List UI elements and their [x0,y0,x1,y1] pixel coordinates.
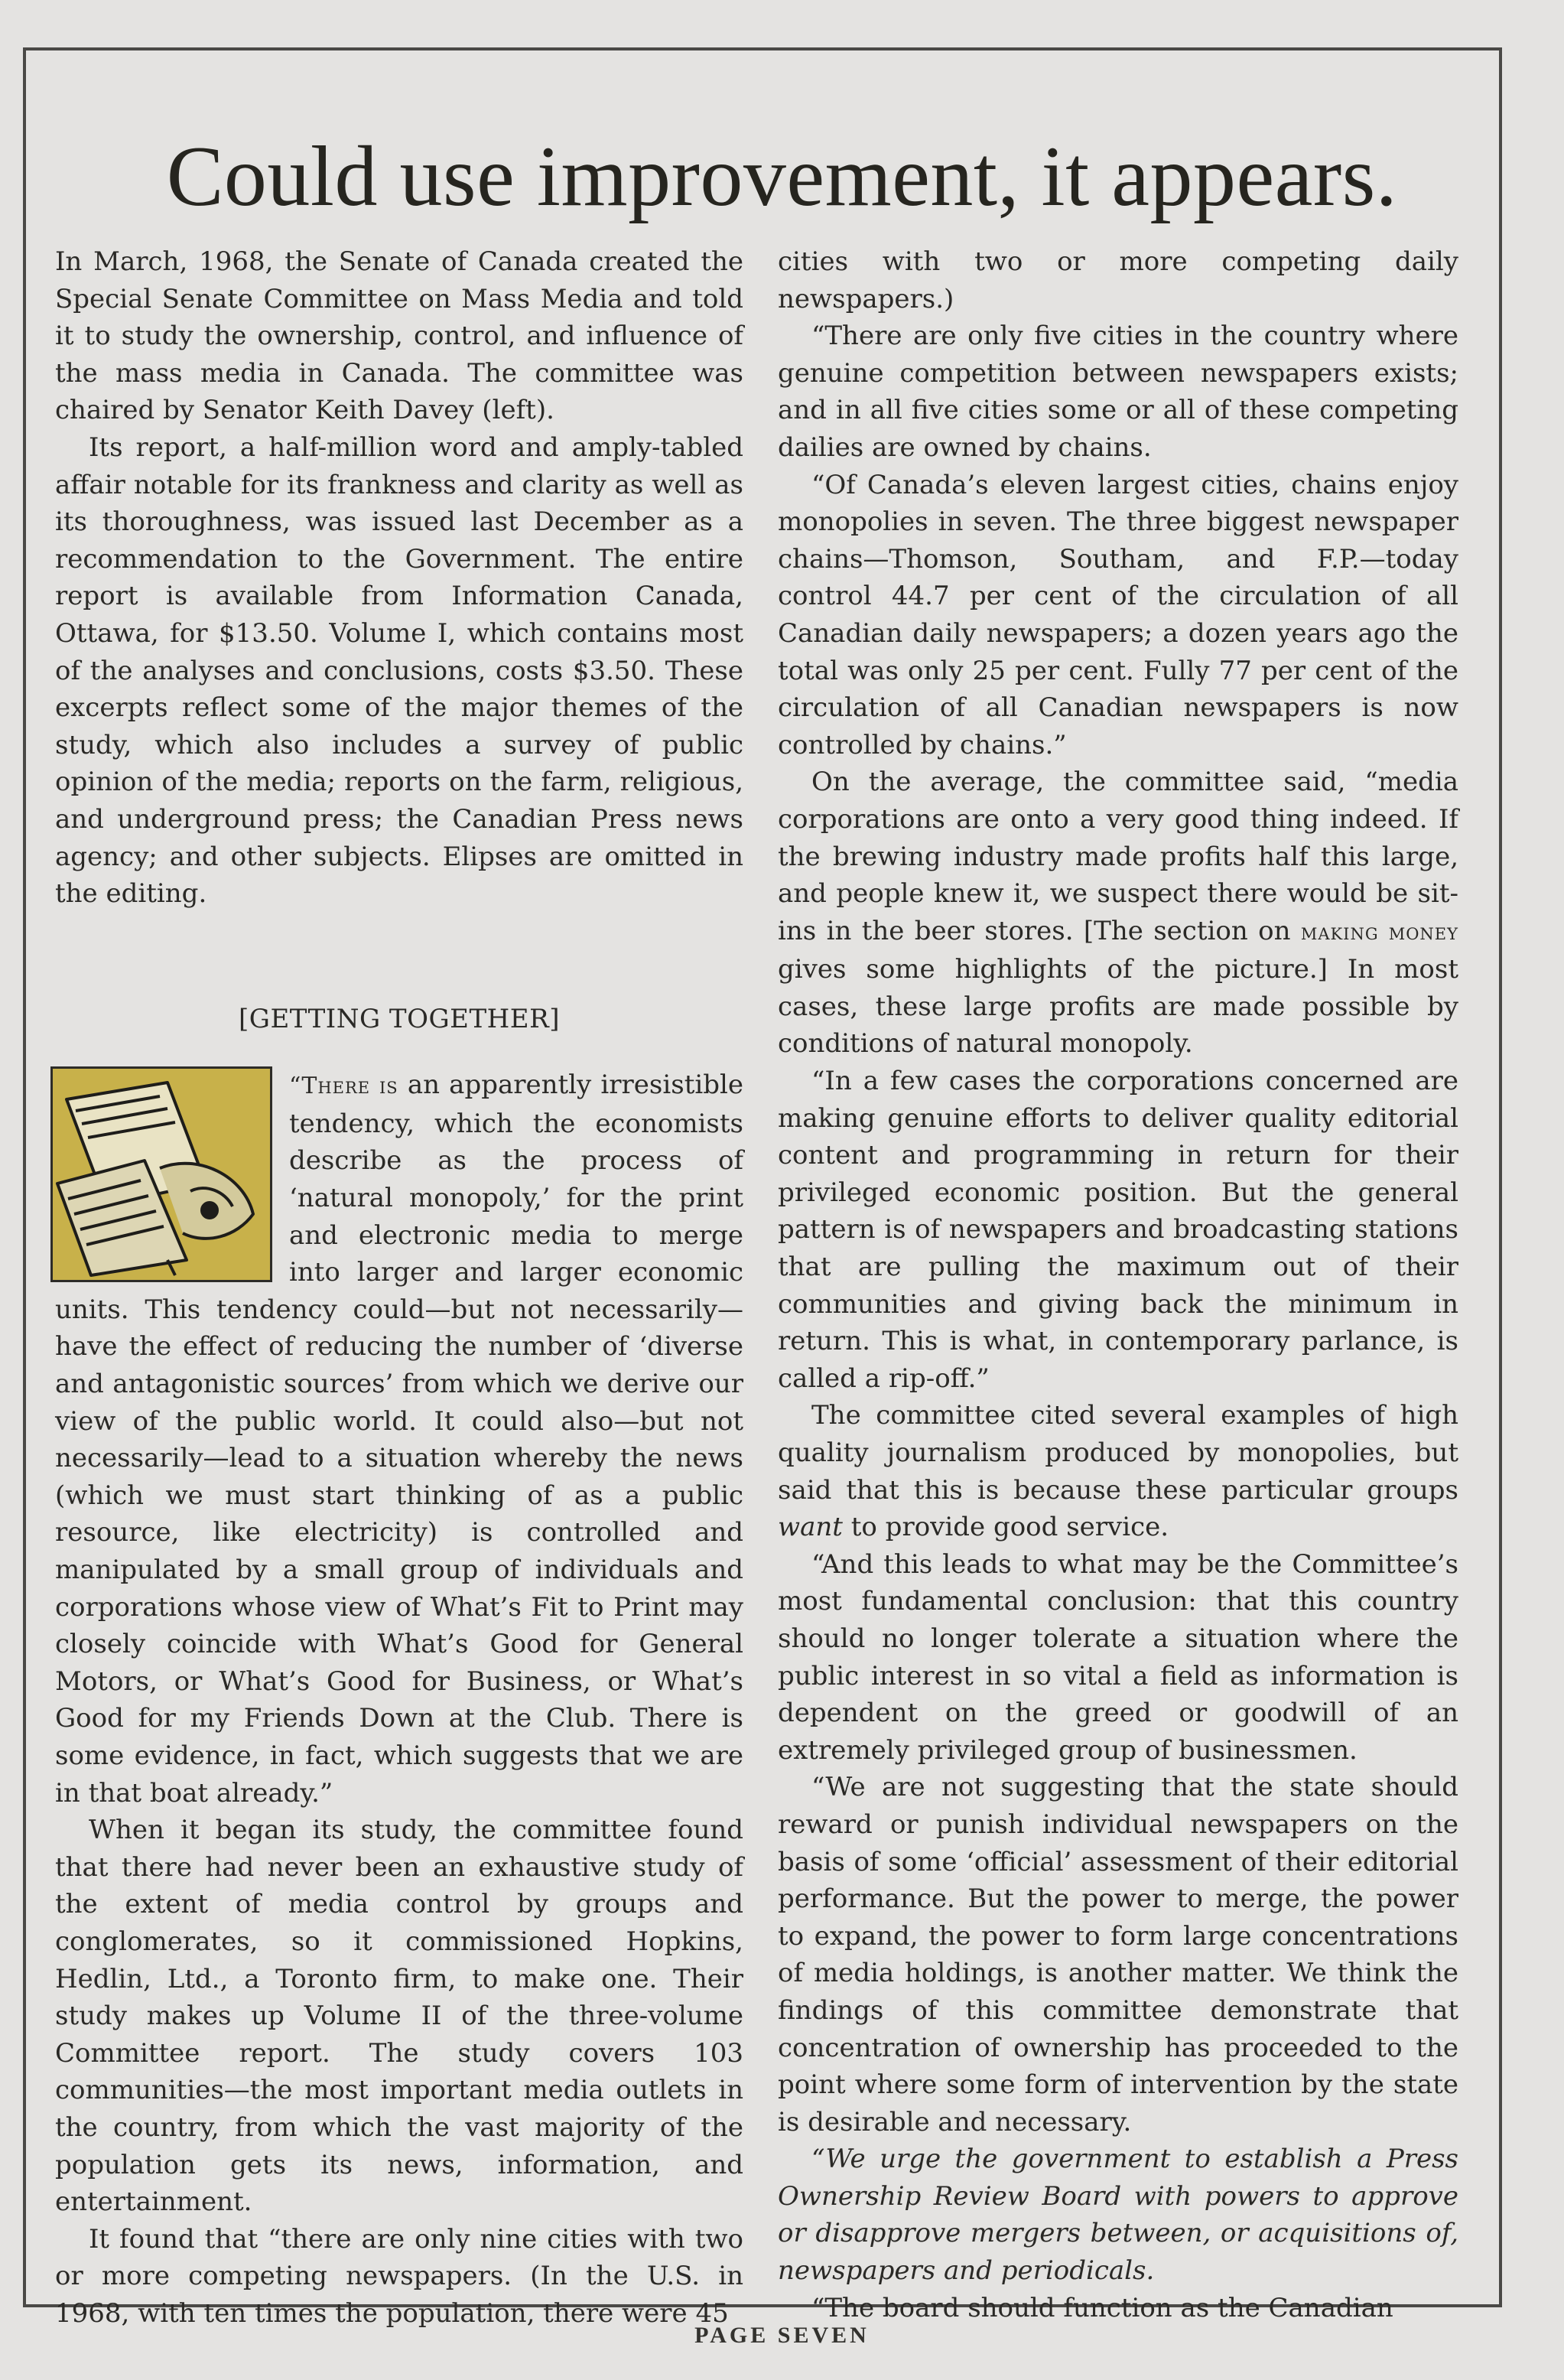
want-emphasis: want [778,1512,843,1543]
intervention-paragraph: “We are not suggesting that the state should reward or punish individual newspapers on the basis of some ‘official’ assessment of their editorial performance. But the power to merge, the power to expand, the power to form large concentrations of media holdings, is another matter. We think the findings of this committee demonstrate that concentration of ownership has proceeded to the point where some form of intervention by the state is desirable and necessary. [778,1772,1458,2137]
newspapers-drawing-icon [53,1069,270,1280]
examples-text-a: The committee cited several examples of high quality journalism produced by monopolies, but said that this is because these particular groups [778,1400,1458,1506]
left-column [55,243,743,2332]
recommendation-paragraph [778,2141,1458,2289]
examples-paragraph [778,1397,1458,1545]
study-paragraph: When it began its study, the committee found that there had never been an exhaustive study of the extent of media control by groups and conglomerates, so it commissioned Hopkins, Hedlin, Ltd., a Toronto firm, to make one. Their study makes up Volume II of the three-volume Committee report. The study covers 103 communities—the most important media outlets in the country, from which the vast majority of the population gets its news, information, and entertainment. [55,1815,743,2218]
conclusion-paragraph: “And this leads to what may be the Committee’s most fundamental conclusion: that this country should no longer tolerate a situation where the public interest in so vital a field as information is dependent on the greed or goodwill of an extremely privileged group of businessmen. [778,1548,1458,1766]
section-heading: [GETTING TOGETHER] [239,1003,560,1034]
findings-paragraph: It found that “there are only nine cities with two or more competing newspapers. (In the U.S. in 1968, with ten times the population, there were 45 [55,2223,743,2329]
profits-paragraph [778,763,1458,1063]
ripoff-paragraph: “In a few cases the corporations concerned are making genuine efforts to deliver quality editorial content and programming in return for their privileged economic position. But the general pattern is of newspapers and broadcasting stations that are pulling the maximum out of their communities and giving back the minimum in return. This is what, in contemporary parlance, is called a rip-off.” [778,1066,1458,1394]
right-column [778,243,1458,2326]
competition-paragraph: “There are only five cities in the country where genuine competition between newspapers exists; and in all five cities some or all of these competing dailies are owned by chains. [778,321,1458,463]
board-paragraph: “The board should function as the Canadian [811,2292,1393,2323]
making-money-small-caps: making money [1300,918,1458,946]
intro-paragraph-2: Its report, a half-million word and amply-tabled affair notable for its frankness and clarity as well as its thoroughness, was issued last December as a recommendation to the Government. The entire report is available from Information Canada, Ottawa, for $13.50. Volume I, which contains most of the analyses and conclusions, costs $3.50. These excerpts reflect some of the major themes of the study, which also includes a survey of public opinion of the media; reports on the farm, religious, and underground press; the Canadian Press news agency; and other subjects. Elipses are omitted in the editing. [55,431,743,910]
quote-paragraph-1-text: an apparently irresistible tendency, which the economists describe as the process of ‘natural monopoly,’ for the print and electronic media to merge into larger and larger economic units. This tendency could—but not necessarily—have the effect of reducing the number of ‘diverse and antagonistic sources’ from which we derive our view of the public world. It could also—but not necessarily—lead to a situation whereby the news (which we must start thinking of as a public resource, like electricity) is controlled and manipulated by a small group of individuals and corporations whose view of What’s Fit to Print may closely coincide with What’s Good for General Motors, or What’s Good for Business, or What’s Good for my Friends Down at the Club. There is some evidence, in fact, which suggests that we are in that boat already.” [55,1070,743,1809]
page-number: PAGE SEVEN [694,2323,870,2348]
headline: Could use improvement, it appears. [166,129,1398,224]
intro-paragraph-1: In March, 1968, the Senate of Canada created the Special Senate Committee on Mass Media and told it to study the ownership, control, and influence of the mass media in Canada. The committee was chaired by Senator Keith Davey (left). [55,246,743,426]
profits-text-b: gives some highlights of the picture.] In most cases, these large profits are made possible by conditions of natural monopoly. [778,954,1458,1060]
newspapers-illustration [50,1066,272,1282]
lead-small-caps: “There is [289,1073,398,1100]
examples-text-b: to provide good service. [842,1512,1169,1543]
chains-paragraph: “Of Canada’s eleven largest cities, chains enjoy monopolies in seven. The three biggest newspaper chains—Thomson, Southam, and F.P.—today control 44.7 per cent of the circulation of all Canadian daily newspapers; a dozen years ago the total was only 25 per cent. Fully 77 per cent of the circulation of all Canadian newspapers is now controlled by chains.” [778,469,1458,760]
recommendation-italic: “We urge the government to establish a Press Ownership Review Board with powers to approve or disapprove mergers between, or acquisitions of, newspapers and periodicals. [778,2144,1458,2287]
profits-text-a: On the average, the committee said, “media corporations are onto a very good thing indeed. If the brewing industry made profits half this large, and people knew it, we suspect there would be sit-ins in the beer stores. [The section on [778,767,1458,946]
continuation-paragraph: cities with two or more competing daily newspapers.) [778,246,1458,314]
